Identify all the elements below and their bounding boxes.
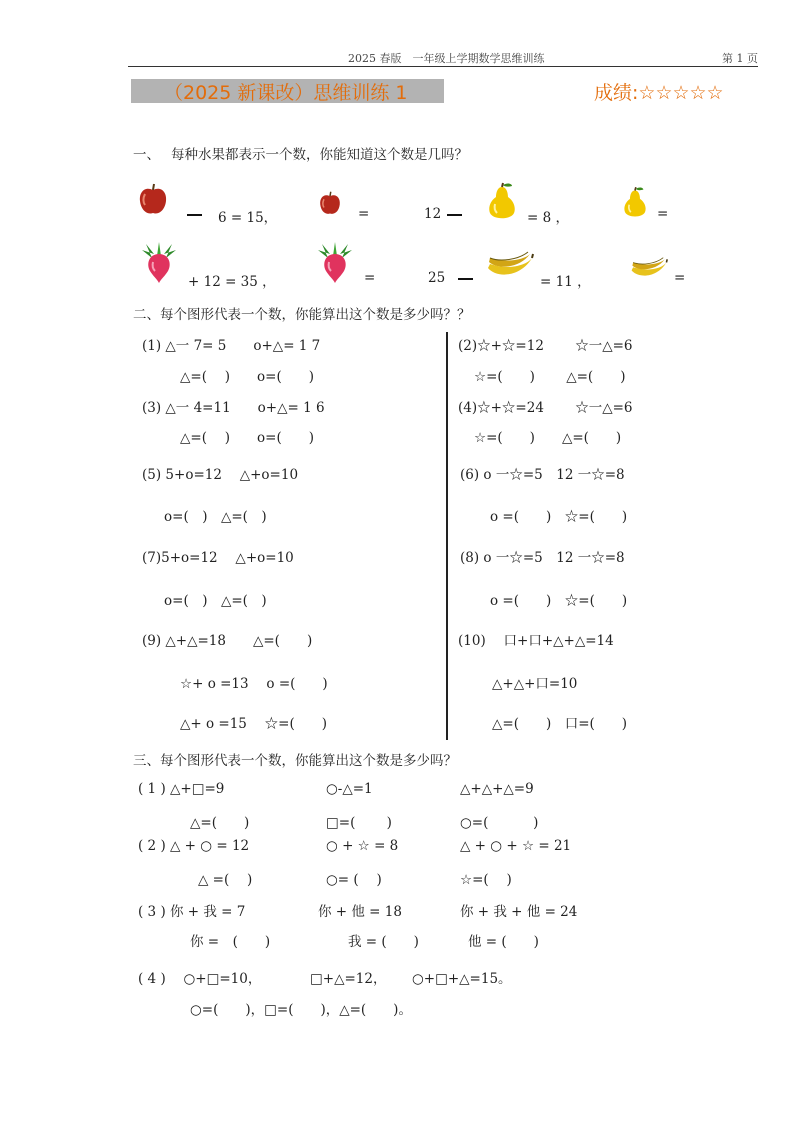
radish-icon — [312, 240, 358, 284]
s3-cell: 他 = ( ) — [468, 934, 539, 950]
column-divider — [446, 332, 448, 740]
s2-right-line: △+△+口=10 — [492, 676, 578, 692]
s2-left-line: △=( ) o=( ) — [180, 430, 314, 446]
section1-heading: 一、 每种水果都表示一个数，你能知道这个数是几吗？ — [133, 147, 469, 163]
s3-cell: 你 + 我 + 他 = 24 — [460, 904, 578, 920]
s3-cell: △=( ) — [190, 815, 250, 831]
header-left: 2025 春版 一年级上学期数学思维训练 — [348, 52, 545, 65]
s2-left-line: o=( ) △=( ) — [164, 509, 267, 525]
s1-r1-b: = — [358, 206, 370, 222]
s2-left-line: o=( ) △=( ) — [164, 593, 267, 609]
s2-left-line: (3) △一 4=11 o+△= 1 6 — [142, 400, 325, 416]
s2-right-line: ☆=( ) △=( ) — [474, 369, 626, 385]
s2-left-line: (5) 5+o=12 △+o=10 — [142, 467, 299, 483]
apple-icon — [318, 190, 342, 216]
s2-left-line: (1) △一 7= 5 o+△= 1 7 — [142, 338, 321, 354]
s2-right-line: (10) 口+口+△+△=14 — [458, 633, 614, 649]
s3-cell: ○= ( ) — [326, 872, 382, 888]
section2-heading: 二、每个图形代表一个数，你能算出这个数是多少吗？？ — [133, 307, 471, 323]
s3-cell: □+△=12， — [310, 971, 387, 987]
s1-r2-c: 25 — [428, 270, 446, 286]
score-stars: ☆☆☆☆☆ — [638, 82, 724, 104]
s3-cell: △ + ○ + ☆ = 21 — [460, 838, 572, 854]
pear-icon — [484, 182, 520, 222]
section3-heading: 三、每个图形代表一个数，你能算出这个数是多少吗？ — [133, 753, 457, 769]
s1-r2-a: + 12 = 35 ， — [188, 274, 276, 290]
s3-cell: ○-△=1 — [326, 781, 373, 797]
s1-r1-a: 6 = 15， — [218, 210, 278, 226]
s2-left-line: (9) △+△=18 △=( ) — [142, 633, 313, 649]
s3-cell: ( 1 ) △+□=9 — [138, 781, 225, 797]
banana-icon — [630, 256, 668, 280]
s3-cell: ○ + ☆ = 8 — [326, 838, 399, 854]
s1-r2-e: = — [674, 270, 686, 286]
s3-cell: △+△+△=9 — [460, 781, 534, 797]
score-label: 成绩: — [594, 82, 639, 104]
s2-right-line: (2)☆+☆=12 ☆一△=6 — [458, 338, 633, 354]
s3-cell: ( 4 ) ○+□=10， — [138, 971, 262, 987]
s3-cell: □=( ) — [326, 815, 392, 831]
s2-right-line: o =( ) ☆=( ) — [490, 509, 628, 525]
s1-r2-b: = — [364, 270, 376, 286]
s2-right-line: ☆=( ) △=( ) — [474, 430, 622, 446]
page-title: （2025 新课改）思维训练 1 — [164, 82, 408, 104]
radish-icon — [136, 240, 182, 284]
s3-cell: 你 = ( ) — [190, 934, 271, 950]
s2-left-line: △=( ) o=( ) — [180, 369, 314, 385]
s3-cell: ○+□+△=15。 — [412, 971, 512, 987]
minus-sign — [187, 214, 202, 216]
s1-r2-d: = 11 ， — [540, 274, 591, 290]
s1-r1-c: 12 — [424, 206, 442, 222]
score — [594, 78, 724, 105]
apple-icon — [137, 182, 169, 216]
s3-cell: ○=( )，□=( )，△=( )。 — [190, 1002, 412, 1018]
s2-right-line: (8) o 一☆=5 12 一☆=8 — [460, 550, 625, 566]
s3-cell: ( 3 ) 你 + 我 = 7 — [138, 904, 246, 920]
minus-sign — [447, 214, 462, 216]
s3-cell: ☆=( ) — [460, 872, 512, 888]
s1-r1-d: = 8 ， — [527, 210, 569, 226]
s2-right-line: (4)☆+☆=24 ☆一△=6 — [458, 400, 633, 416]
s3-cell: ( 2 ) △ + ○ = 12 — [138, 838, 250, 854]
s2-left-line: △+ o =15 ☆=( ) — [180, 716, 328, 732]
s2-right-line: △=( ) 口=( ) — [492, 716, 628, 732]
s2-right-line: o =( ) ☆=( ) — [490, 593, 628, 609]
s2-left-line: (7)5+o=12 △+o=10 — [142, 550, 294, 566]
s2-right-line: (6) o 一☆=5 12 一☆=8 — [460, 467, 625, 483]
s3-cell: 我 = ( ) — [348, 934, 419, 950]
s3-cell: △ =( ) — [198, 872, 253, 888]
banana-icon — [486, 250, 534, 280]
s3-cell: 你 + 他 = 18 — [318, 904, 402, 920]
pear-icon — [620, 186, 650, 220]
s2-left-line: ☆+ o =13 o =( ) — [180, 676, 328, 692]
s3-cell: ○=( ) — [460, 815, 539, 831]
header-divider — [128, 66, 758, 67]
s1-r1-e: = — [657, 206, 669, 222]
header-page: 第 1 页 — [722, 52, 758, 65]
minus-sign — [458, 278, 473, 280]
